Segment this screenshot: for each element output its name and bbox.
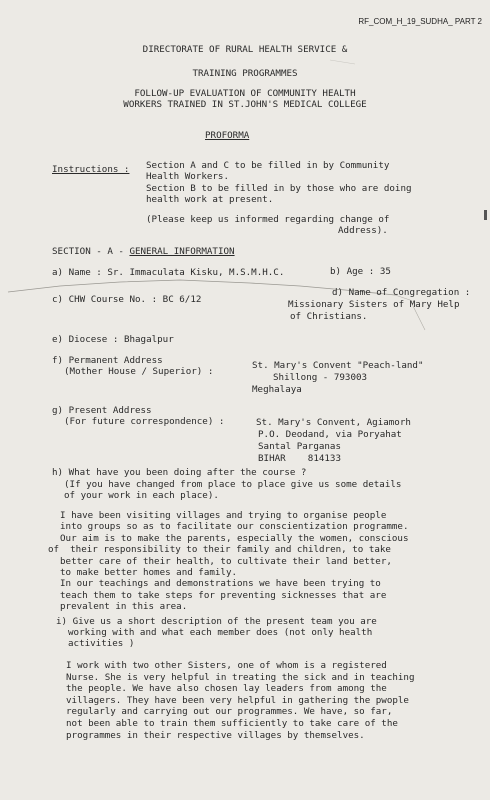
instructions-line-4: health work at present.	[146, 194, 274, 205]
chw-course-field	[52, 294, 201, 305]
age-field	[330, 266, 391, 277]
answer-h	[48, 510, 409, 613]
answer-h-line: to make better homes and family.	[60, 567, 238, 579]
present-address-line-1: St. Mary's Convent, Agiamorh	[256, 417, 411, 428]
name-value: Sr. Immaculata Kisku, M.S.M.H.C.	[107, 267, 285, 278]
answer-h-line: I have been visiting villages and trying to organise people	[60, 510, 387, 521]
answer-i-line: villagers. They have been very helpful in gathering the pwople	[66, 694, 409, 706]
header-directorate: DIRECTORATE OF RURAL HEALTH SERVICE &	[142, 44, 348, 55]
document-code: RF_COM_H_19_SUDHA_ PART 2	[358, 17, 482, 26]
header-workers: WORKERS TRAINED IN ST.JOHN'S MEDICAL COLLEGE	[123, 99, 367, 110]
question-h-line-2: (If you have changed from place to place give us some details	[64, 479, 402, 490]
question-i-line-1: i) Give us a short description of the present team you are	[56, 616, 377, 627]
permanent-address-line-1: St. Mary's Convent "Peach-land"	[252, 360, 424, 371]
answer-i	[66, 660, 414, 741]
answer-h-line: better care of their health, to cultivate their land better,	[60, 555, 392, 567]
present-address-label-1: g) Present Address	[52, 405, 152, 416]
answer-i-line: I work with two other Sisters, one of whom is a registered	[66, 660, 387, 671]
instructions-line-2: Health Workers.	[146, 171, 229, 182]
permanent-address-label-2: (Mother House / Superior) :	[64, 366, 214, 377]
name-label: a) Name :	[52, 267, 102, 278]
question-i-line-2: working with and what each member does (not only health	[68, 627, 373, 638]
answer-i-line: the people. We have also chosen lay leaders from among the	[66, 683, 387, 695]
diocese-value: Bhagalpur	[123, 334, 174, 345]
answer-h-line: In our teachings and demonstrations we have been trying to	[60, 578, 381, 590]
question-h-line-3: of your work in each place).	[64, 490, 219, 501]
answer-h-line: prevalent in this area.	[60, 601, 188, 613]
present-address-line-4: BIHAR 814133	[258, 453, 341, 464]
instructions-line-5: (Please keep us informed regarding change of	[146, 214, 390, 225]
congregation-line-2: of Christians.	[290, 311, 368, 322]
name-field	[52, 267, 284, 278]
question-i-line-3: activities )	[68, 638, 135, 649]
congregation-label: d) Name of Congregation :	[332, 287, 471, 298]
question-h-line-1: h) What have you been doing after the course ?	[52, 467, 307, 478]
answer-h-line: Our aim is to make the parents, especially the women, conscious	[60, 532, 409, 544]
instructions-line-3: Section B to be filled in by those who are doing	[146, 183, 412, 194]
instructions-line-6: Address).	[338, 225, 388, 236]
answer-h-line: of their responsibility to their family and children, to take	[48, 544, 391, 556]
answer-i-line: regularly and carrying out our programmes. We have, so far,	[66, 706, 393, 718]
congregation-line-1: Missionary Sisters of Mary Help	[288, 299, 460, 310]
present-address-line-3: Santal Parganas	[258, 441, 341, 452]
answer-i-line: Nurse. She is very helpful in treating the sick and in teaching	[66, 671, 415, 683]
header-training: TRAINING PROGRAMMES	[192, 68, 298, 79]
instructions-line-1: Section A and C to be filled in by Community	[146, 160, 390, 171]
answer-h-line: teach them to take steps for preventing sicknesses that are	[60, 589, 387, 601]
permanent-address-label-1: f) Permanent Address	[52, 355, 163, 366]
permanent-address-line-3: Meghalaya	[252, 384, 302, 395]
permanent-address-line-2: Shillong - 793003	[273, 372, 368, 383]
present-address-line-2: P.O. Deodand, via Poryahat	[258, 429, 402, 440]
proforma-title: PROFORMA	[205, 130, 250, 141]
instructions-label: Instructions :	[52, 164, 130, 175]
answer-h-line: into groups so as to facilitate our conscientization programme.	[60, 521, 409, 533]
chw-course-label: c) CHW Course No. :	[52, 294, 158, 305]
diocese-field	[52, 334, 174, 345]
header-followup: FOLLOW-UP EVALUATION OF COMMUNITY HEALTH	[134, 88, 356, 99]
diocese-label: e) Diocese :	[52, 334, 119, 345]
age-value: 35	[379, 266, 391, 277]
section-a-prefix: SECTION - A -	[52, 246, 130, 257]
chw-course-value: BC 6/12	[162, 294, 202, 305]
answer-i-line: programmes in their respective villages by themselves.	[66, 729, 365, 741]
present-address-label-2: (For future correspondence) :	[64, 416, 225, 427]
section-a-title: GENERAL INFORMATION	[129, 246, 235, 257]
section-a-heading	[52, 246, 235, 257]
age-label: b) Age :	[330, 266, 375, 277]
answer-i-line: not been able to train them sufficiently to take care of the	[66, 717, 398, 729]
